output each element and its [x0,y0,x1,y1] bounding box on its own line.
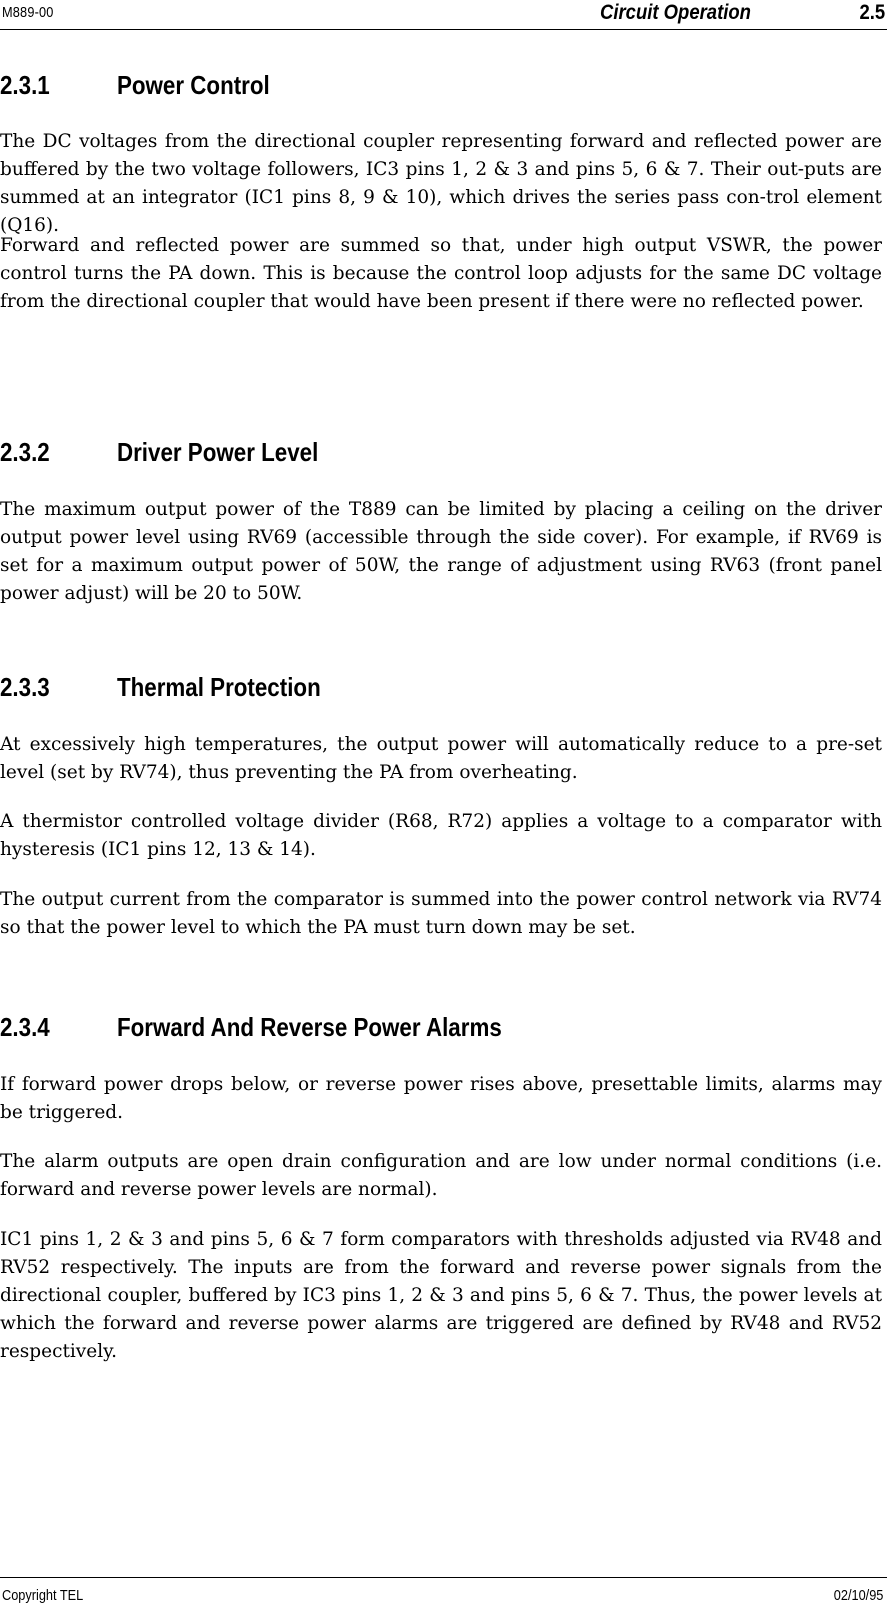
section-title: Driver Power Level [116,437,319,467]
paragraph: The maximum output power of the T889 can be limited by placing a ceiling on the driver output power level using RV69 (accessible through the side cover). For example, if RV69 is set for a maximum output power of 50W, the range of adjustment using RV63 (front panel power adjust) will be 20 to 50W. [0,499,882,604]
section-number: 2.3.3 [0,672,50,702]
copyright: Copyright TEL [2,1587,84,1604]
section-title: Power Control [116,70,270,100]
header-rule [0,29,887,30]
paragraph: The DC voltages from the directional coupler representing forward and reflected power are buffered by the two voltage followers, IC3 pins 1, 2 & 3 and pins 5, 6 & 7. Their out-puts are summed at an integrator (IC1 pins 8, 9 & 10), which drives the series pass con-trol element (Q16). [0,131,882,236]
section-running-title: Circuit Operation [600,1,751,24]
section-number: 2.3.4 [0,1012,50,1042]
section-title: Thermal Protection [116,672,321,702]
paragraph: The output current from the comparator is summed into the power control network via RV74 so that the power level to which the PA must turn down may be set. [0,889,882,938]
paragraph: A thermistor controlled voltage divider (R68, R72) applies a voltage to a comparator with hysteresis (IC1 pins 12, 13 & 14). [0,811,882,860]
paragraph: Forward and reflected power are summed so that, under high output VSWR, the power control turns the PA down. This is because the control loop adjusts for the same DC voltage from the directional coupler that would have been present if there were no reflected power. [0,235,882,312]
section-heading-2-3-2 [0,437,318,468]
section-number: 2.3.2 [0,437,50,467]
section-heading-2-3-3 [0,672,321,703]
paragraph: If forward power drops below, or reverse power rises above, presettable limits, alarms may be triggered. [0,1074,882,1123]
page-number: 2.5 [859,1,885,24]
paragraph: IC1 pins 1, 2 & 3 and pins 5, 6 & 7 form comparators with thresholds adjusted via RV48 and RV52 respectively. The inputs are from the forward and reverse power signals from the directional coupler, buffered by IC3 pins 1, 2 & 3 and pins 5, 6 & 7. Thus, the power levels at which the forward and reverse power alarms are triggered are defined by RV48 and RV52 respectively. [0,1229,882,1362]
section-title: Forward And Reverse Power Alarms [116,1012,502,1042]
paragraph: The alarm outputs are open drain configuration and are low under normal conditions (i.e. forward and reverse power levels are normal). [0,1151,882,1200]
footer-date: 02/10/95 [833,1587,883,1604]
section-number: 2.3.1 [0,70,50,100]
footer-rule [0,1577,887,1578]
paragraph: At excessively high temperatures, the output power will automatically reduce to a pre-set level (set by RV74), thus preventing the PA from overheating. [0,734,882,783]
section-heading-2-3-4 [0,1012,502,1043]
doc-code: M889-00 [2,4,54,21]
section-heading-2-3-1 [0,70,270,101]
